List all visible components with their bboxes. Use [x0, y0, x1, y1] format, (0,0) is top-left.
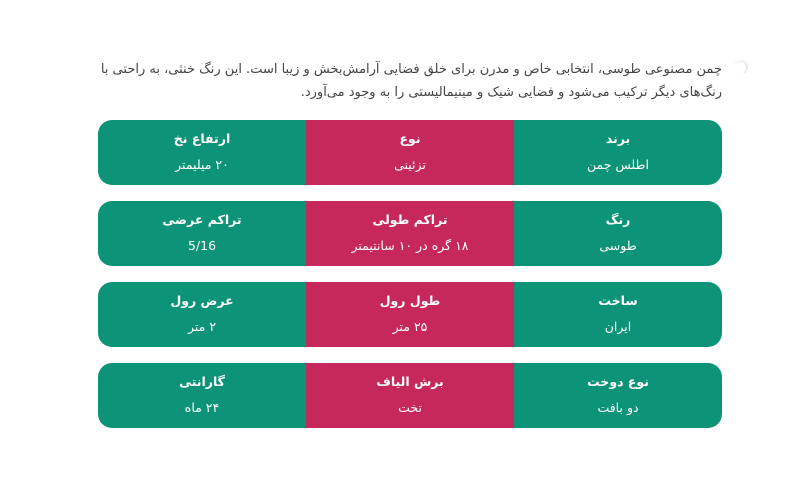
spec-card-1 [98, 120, 722, 185]
spec-fiber-cut [306, 363, 514, 428]
intro-paragraph: چمن مصنوعی طوسی، انتخابی خاص و مدرن برای خلق فضایی آرامش‌بخش و زیبا است. این رنگ خنثی، به راحتی با رنگ‌های دیگر ترکیب می‌شود و فضایی شیک و مینیمالیستی را به وجود می‌آورد. [100, 62, 722, 100]
spec-value: ۱۸ گره در ۱۰ سانتیمتر [351, 237, 469, 253]
spec-value: تخت [398, 399, 422, 415]
spec-value: تزئینی [394, 156, 426, 172]
spec-stitch-type [514, 363, 722, 428]
spec-value: اطلس چمن [587, 156, 649, 172]
spec-value: 5/16 [187, 237, 217, 253]
spec-label: برش الیاف [376, 374, 444, 390]
spec-label: تراکم عرضی [162, 212, 242, 228]
spec-value: ۲۴ ماه [184, 399, 220, 415]
spec-yarn-height [98, 120, 306, 185]
spec-value: ۲ متر [187, 318, 217, 334]
spec-label: رنگ [605, 212, 631, 228]
spec-width-density [98, 201, 306, 266]
spec-origin [514, 282, 722, 347]
spec-label: ساخت [598, 293, 638, 309]
spec-value: ۲۰ میلیمتر [175, 156, 229, 172]
spec-length-density [306, 201, 514, 266]
spec-label: برند [605, 131, 631, 147]
spec-label: نوع [399, 131, 421, 147]
spec-value: دو بافت [597, 399, 639, 415]
spec-value: ایران [604, 318, 632, 334]
spec-color [514, 201, 722, 266]
spec-type [306, 120, 514, 185]
spec-label: گارانتی [179, 374, 225, 390]
spec-card-3 [98, 282, 722, 347]
spec-label: ارتفاع نخ [173, 131, 231, 147]
spec-card-4 [98, 363, 722, 428]
decorative-arc [734, 60, 748, 74]
spec-brand [514, 120, 722, 185]
spec-value: طوسی [599, 237, 637, 253]
spec-roll-length [306, 282, 514, 347]
spec-label: تراکم طولی [372, 212, 448, 228]
spec-label: نوع دوخت [587, 374, 649, 390]
spec-warranty [98, 363, 306, 428]
spec-value: ۲۵ متر [392, 318, 428, 334]
spec-card-2 [98, 201, 722, 266]
spec-label: عرض رول [170, 293, 234, 309]
spec-roll-width [98, 282, 306, 347]
spec-label: طول رول [379, 293, 441, 309]
